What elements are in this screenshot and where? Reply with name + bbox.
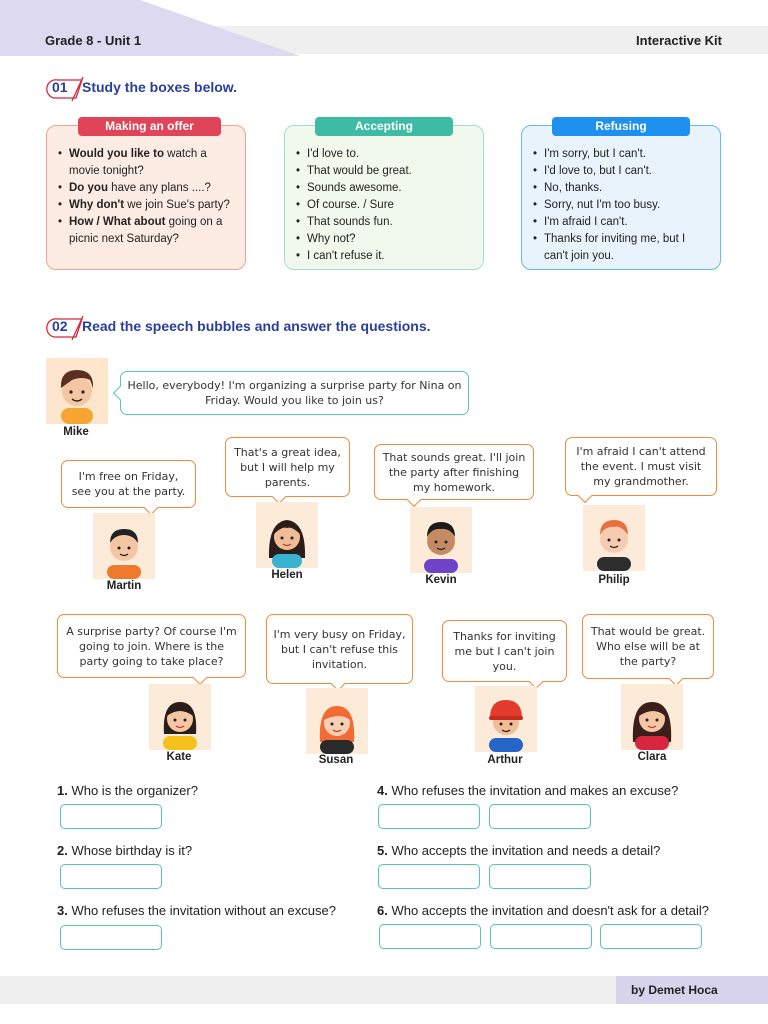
question-6: 6. Who accepts the invitation and doesn't ask for a detail?	[377, 903, 710, 918]
refusing-item: • Thanks for inviting me, but I can't join you.	[532, 231, 712, 265]
question-1: 1. Who is the organizer?	[57, 783, 198, 798]
section-2-number: 02	[46, 316, 80, 336]
answer-4b-input[interactable]	[489, 804, 591, 829]
clara-speech-bubble: That would be great. Who else will be at the party?	[582, 614, 714, 679]
helen-name: Helen	[271, 569, 303, 581]
question-5: 5. Who accepts the invitation and needs a detail?	[377, 843, 661, 858]
footer-byline: by Demet Hoca	[616, 976, 768, 1004]
header-grade: Grade 8 - Unit 1	[45, 33, 142, 48]
section-1-number: 01	[46, 77, 80, 97]
refusing-item: • No, thanks.	[532, 180, 712, 197]
philip-speech-bubble: I'm afraid I can't attend the event. I must visit my grandmother.	[565, 437, 717, 496]
refusing-item: • I'm sorry, but I can't.	[532, 146, 712, 163]
answer-2-input[interactable]	[60, 864, 162, 889]
accepting-title: Accepting	[315, 117, 453, 136]
answer-4a-input[interactable]	[378, 804, 480, 829]
offer-item: • Would you like to watch a movie tonight?	[57, 146, 237, 180]
kate-avatar	[149, 684, 211, 750]
susan-name: Susan	[318, 754, 354, 766]
clara-name: Clara	[637, 751, 667, 763]
philip-avatar	[583, 505, 645, 571]
arthur-avatar	[475, 686, 537, 752]
making-offer-title: Making an offer	[78, 117, 221, 136]
accepting-item: • I can't refuse it.	[295, 248, 475, 265]
section-2-title: Read the speech bubbles and answer the questions.	[82, 318, 431, 334]
martin-name: Martin	[106, 580, 142, 592]
answer-1-input[interactable]	[60, 804, 162, 829]
susan-avatar	[306, 688, 368, 754]
mike-name: Mike	[63, 426, 89, 438]
arthur-speech-bubble: Thanks for inviting me but I can't join you.	[442, 620, 567, 682]
refusing-item: • I'm afraid I can't.	[532, 214, 712, 231]
mike-speech-bubble: Hello, everybody! I'm organizing a surprise party for Nina on Friday. Would you like to join us?	[120, 371, 469, 415]
kevin-avatar	[410, 507, 472, 573]
answer-3-input[interactable]	[60, 925, 162, 950]
refusing-item: • Sorry, nut I'm too busy.	[532, 197, 712, 214]
accepting-item: • That sounds fun.	[295, 214, 475, 231]
answer-5b-input[interactable]	[489, 864, 591, 889]
martin-speech-bubble: I'm free on Friday, see you at the party.	[61, 460, 196, 508]
philip-name: Philip	[598, 574, 630, 586]
helen-speech-bubble: That's a great idea, but I will help my parents.	[225, 437, 350, 497]
martin-avatar	[93, 513, 155, 579]
kate-speech-bubble: A surprise party? Of course I'm going to join. Where is the party going to take place?	[57, 614, 246, 678]
answer-6b-input[interactable]	[490, 924, 592, 949]
offer-item: • How / What about going on a picnic next Saturday?	[57, 214, 237, 248]
offer-item: • Do you have any plans ....?	[57, 180, 237, 197]
answer-6a-input[interactable]	[379, 924, 481, 949]
accepting-item: • I'd love to.	[295, 146, 475, 163]
kate-name: Kate	[166, 751, 192, 763]
section-1-title: Study the boxes below.	[82, 79, 238, 95]
kevin-name: Kevin	[425, 574, 457, 586]
answer-6c-input[interactable]	[600, 924, 702, 949]
accepting-item: • Sounds awesome.	[295, 180, 475, 197]
refusing-box	[521, 119, 721, 270]
question-3: 3. Who refuses the invitation without an excuse?	[57, 903, 336, 918]
accepting-item: • Of course. / Sure	[295, 197, 475, 214]
accepting-box	[284, 119, 484, 270]
question-4: 4. Who refuses the invitation and makes an excuse?	[377, 783, 679, 798]
making-offer-box	[46, 119, 246, 270]
arthur-name: Arthur	[487, 754, 523, 766]
helen-avatar	[256, 502, 318, 568]
susan-speech-bubble: I'm very busy on Friday, but I can't refuse this invitation.	[266, 614, 413, 684]
kevin-speech-bubble: That sounds great. I'll join the party after finishing my homework.	[374, 444, 534, 500]
offer-item: • Why don't we join Sue's party?	[57, 197, 237, 214]
accepting-item: • That would be great.	[295, 163, 475, 180]
refusing-item: • I'd love to, but I can't.	[532, 163, 712, 180]
accepting-item: • Why not?	[295, 231, 475, 248]
refusing-title: Refusing	[552, 117, 690, 136]
header-kit: Interactive Kit	[636, 33, 722, 48]
clara-avatar	[621, 684, 683, 750]
answer-5a-input[interactable]	[378, 864, 480, 889]
mike-avatar	[46, 358, 108, 424]
question-2: 2. Whose birthday is it?	[57, 843, 193, 858]
